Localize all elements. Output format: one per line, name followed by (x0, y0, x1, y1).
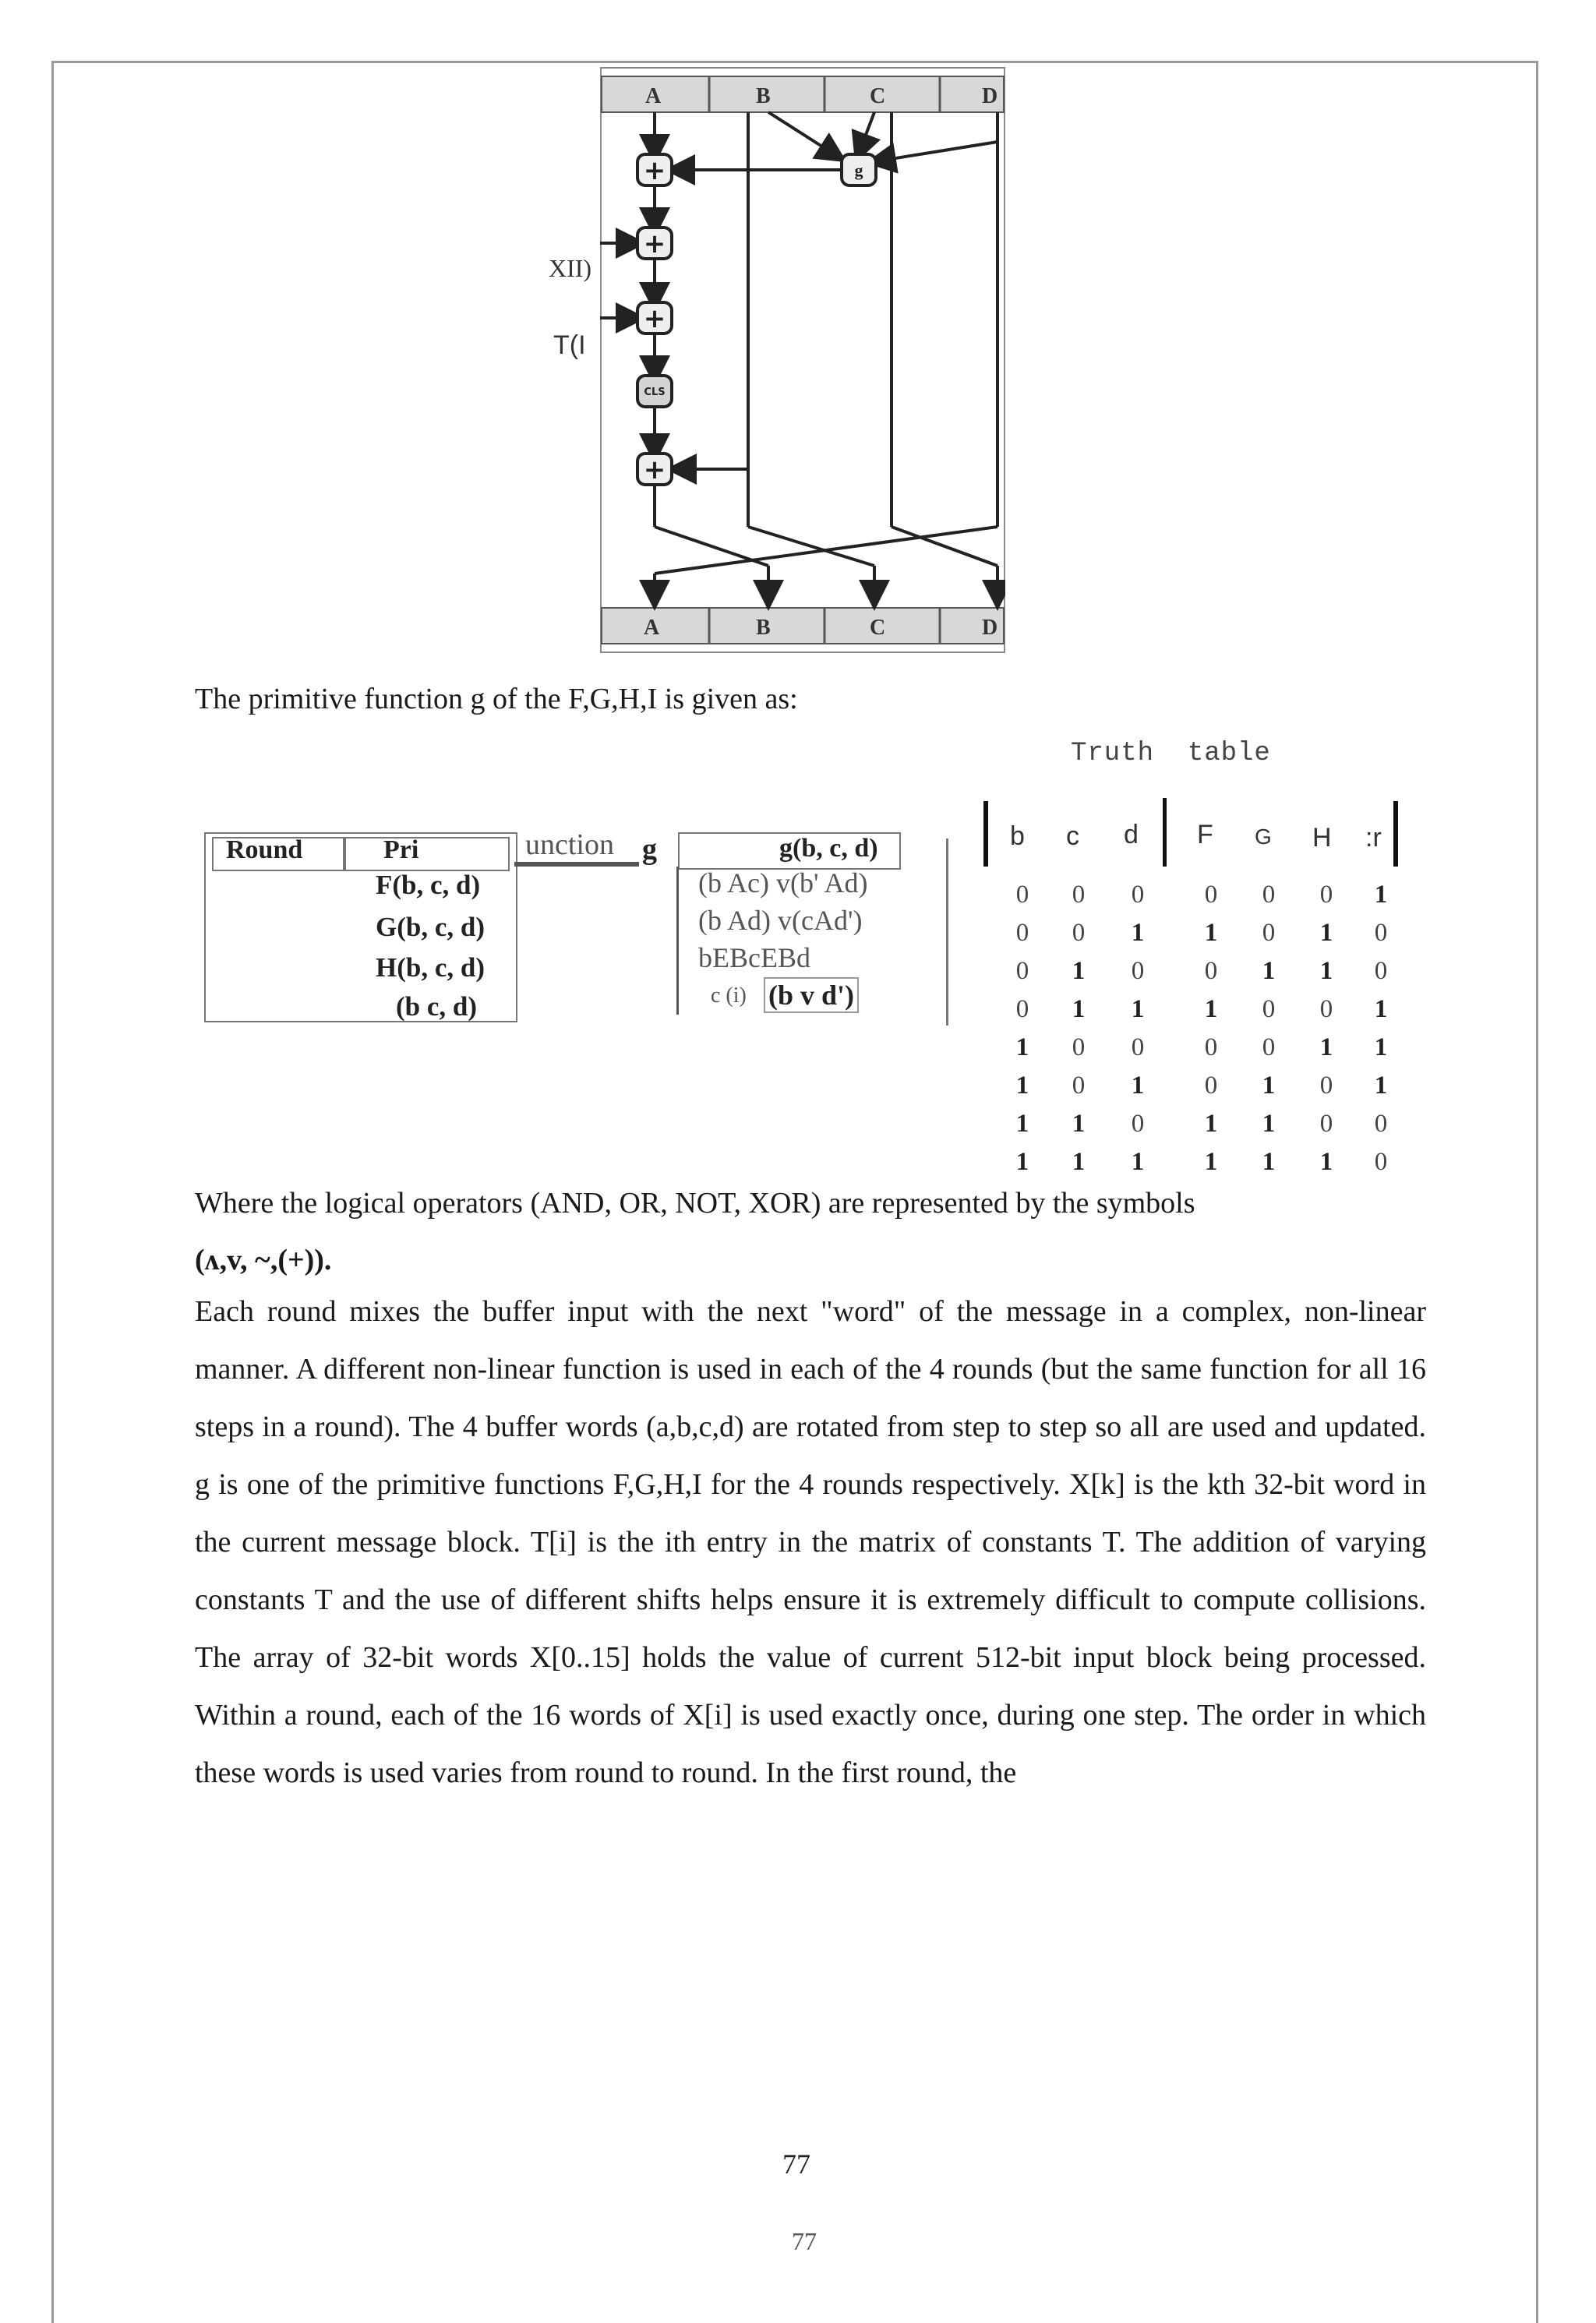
truth-cell: 1 (1072, 1148, 1086, 1176)
top-label-a: A (645, 84, 662, 108)
g-header: g(b, c, d) (779, 834, 878, 863)
truth-cell: 0 (1072, 919, 1086, 947)
truth-cell: 1 (1131, 1148, 1145, 1176)
truth-cell: 0 (1374, 919, 1388, 947)
truth-cell: 0 (1131, 957, 1145, 985)
truth-cell: 1 (1131, 1071, 1145, 1100)
svg-text:+: + (643, 155, 666, 186)
truth-cell: 1 (1204, 919, 1218, 947)
truth-cell: 0 (1072, 1033, 1086, 1061)
truth-cell: 0 (1374, 1148, 1388, 1176)
truth-cell: 0 (1262, 1033, 1276, 1061)
truth-cell: 0 (1131, 881, 1145, 909)
bottom-label-d: D (982, 616, 998, 640)
truth-cell: 1 (1374, 995, 1388, 1023)
truth-cell: 0 (1131, 1033, 1145, 1061)
truth-cell: 0 (1072, 881, 1086, 909)
svg-text:g: g (854, 161, 863, 180)
truth-cell: 1 (1072, 1110, 1086, 1138)
truth-cell: 0 (1319, 995, 1333, 1023)
truth-header-d: d (1124, 820, 1139, 849)
adder-3 (637, 302, 672, 334)
adder-2 (637, 228, 672, 259)
truth-cell: 1 (1131, 919, 1145, 947)
truth-cell: 1 (1319, 919, 1333, 947)
g-function-box (842, 154, 876, 185)
bottom-register (602, 608, 1004, 644)
g-value-h: bEBcEBd (698, 942, 810, 973)
truth-header-i: :r (1365, 823, 1382, 853)
g-value-f: (b Ac) v(b' Ad) (698, 867, 868, 898)
operators-text: Where the logical operators (AND, OR, NOT, XOR) are represented by the symbols (195, 1187, 1195, 1220)
truth-header-h: H (1312, 823, 1332, 853)
page-number-repeat: 77 (792, 2227, 817, 2255)
top-label-b: B (756, 84, 771, 108)
truth-header-g: G (1255, 824, 1272, 849)
top-label-c: C (870, 84, 886, 108)
truth-cell: 0 (1131, 1110, 1145, 1138)
truth-cell: 1 (1072, 995, 1086, 1023)
bottom-label-c: C (870, 616, 886, 640)
truth-table-bar-middle (1163, 798, 1167, 867)
top-label-d: D (982, 84, 998, 108)
adder-1 (637, 154, 672, 186)
truth-cell: 0 (1015, 881, 1029, 909)
truth-cell: 1 (1015, 1148, 1029, 1176)
page-number: 77 (782, 2148, 810, 2180)
truth-cell: 1 (1015, 1110, 1029, 1138)
truth-cell: 0 (1262, 995, 1276, 1023)
truth-cell: 0 (1072, 1071, 1086, 1100)
truth-cell: 0 (1204, 1071, 1218, 1100)
operator-symbols: (ʌ,v, ~,(+)). (195, 1244, 332, 1276)
g-header-letter: g (642, 833, 657, 866)
intro-text: The primitive function g of the F,G,H,I is given as: (195, 683, 798, 715)
truth-cell: 0 (1262, 919, 1276, 947)
g-value-i-prefix: c (i) (711, 983, 747, 1008)
truth-cell: 1 (1204, 1148, 1218, 1176)
truth-cell: 0 (1015, 919, 1029, 947)
adder-4 (637, 454, 672, 485)
truth-cell: 1 (1204, 1110, 1218, 1138)
truth-cell: 1 (1262, 1071, 1276, 1100)
bottom-label-a: A (644, 616, 660, 640)
round-header: Round (226, 835, 303, 864)
truth-cell: 0 (1319, 881, 1333, 909)
g-column-divider (676, 867, 679, 1015)
truth-cell: 1 (1374, 881, 1388, 909)
truth-cell: 1 (1204, 995, 1218, 1023)
md5-step-diagram (600, 67, 1005, 653)
truth-cell: 1 (1131, 995, 1145, 1023)
truth-cell: 1 (1319, 1148, 1333, 1176)
truth-cell: 1 (1072, 957, 1086, 985)
primitive-header: Pri (383, 835, 419, 864)
truth-header-b: b (1010, 821, 1025, 851)
function-i: (b c, d) (396, 991, 478, 1022)
truth-table-bar-left (983, 801, 988, 867)
svg-text:+: + (643, 303, 666, 334)
label-t-i: T(I (553, 330, 586, 360)
truth-table-caption: Truth table (1071, 739, 1271, 768)
bottom-label-b: B (756, 616, 771, 640)
truth-cell: 0 (1319, 1110, 1333, 1138)
round-function-table (204, 829, 516, 1024)
truth-cell: 1 (1319, 1033, 1333, 1061)
svg-text:CLS: CLS (644, 387, 666, 398)
truth-cell: 1 (1262, 957, 1276, 985)
g-value-i: (b v d') (764, 977, 859, 1013)
truth-cell: 1 (1374, 1071, 1388, 1100)
truth-cell: 0 (1204, 957, 1218, 985)
truth-table-bar-right (1393, 801, 1398, 867)
body-paragraph: Each round mixes the buffer input with the next "word" of the message in a complex, non-linear manner. A different non-linear function is used in each of the 4 rounds (but the same function for all 16 steps in a round). The 4 buffer words (a,b,c,d) are rotated from step to step so all are used and updated. g is one of the primitive functions F,G,H,I for the 4 rounds respectively. X[k] is the kth 32-bit word in the current message block. T[i] is the ith entry in the matrix of constants T. The addition of varying constants T and the use of different shifts helps ensure it is extremely difficult to compute collisions. The array of 32-bit words X[0..15] holds the value of current 512-bit input block being processed. Within a round, each of the 16 words of X[i] is used exactly once, during one step. The order in which these words is used varies from round to round. In the first round, the (195, 1295, 1426, 1789)
truth-cell: 1 (1319, 957, 1333, 985)
truth-cell: 1 (1262, 1110, 1276, 1138)
truth-cell: 0 (1374, 957, 1388, 985)
truth-cell: 1 (1374, 1033, 1388, 1061)
truth-cell: 0 (1319, 1071, 1333, 1100)
function-h: H(b, c, d) (376, 952, 485, 983)
truth-cell: 1 (1015, 1071, 1029, 1100)
truth-header-f: F (1197, 820, 1213, 849)
truth-cell: 0 (1015, 957, 1029, 985)
truth-cell: 0 (1204, 881, 1218, 909)
truth-cell: 1 (1262, 1148, 1276, 1176)
top-register (602, 76, 1004, 112)
g-value-g: (b Ad) v(cAd') (698, 905, 863, 936)
svg-text:+: + (643, 228, 666, 259)
table-right-divider (946, 838, 948, 1026)
truth-cell: 1 (1015, 1033, 1029, 1061)
truth-cell: 0 (1204, 1033, 1218, 1061)
header-underline (514, 862, 639, 867)
shift-box (637, 376, 672, 407)
svg-text:+: + (643, 454, 666, 485)
function-header-fragment: unction (525, 828, 614, 861)
truth-cell: 0 (1015, 995, 1029, 1023)
function-g: G(b, c, d) (376, 912, 485, 942)
truth-cell: 0 (1374, 1110, 1388, 1138)
truth-header-c: c (1066, 821, 1079, 851)
label-x-k: XII) (549, 254, 592, 282)
primitive-header-cell (343, 837, 510, 871)
truth-cell: 0 (1262, 881, 1276, 909)
function-f: F(b, c, d) (376, 870, 481, 900)
